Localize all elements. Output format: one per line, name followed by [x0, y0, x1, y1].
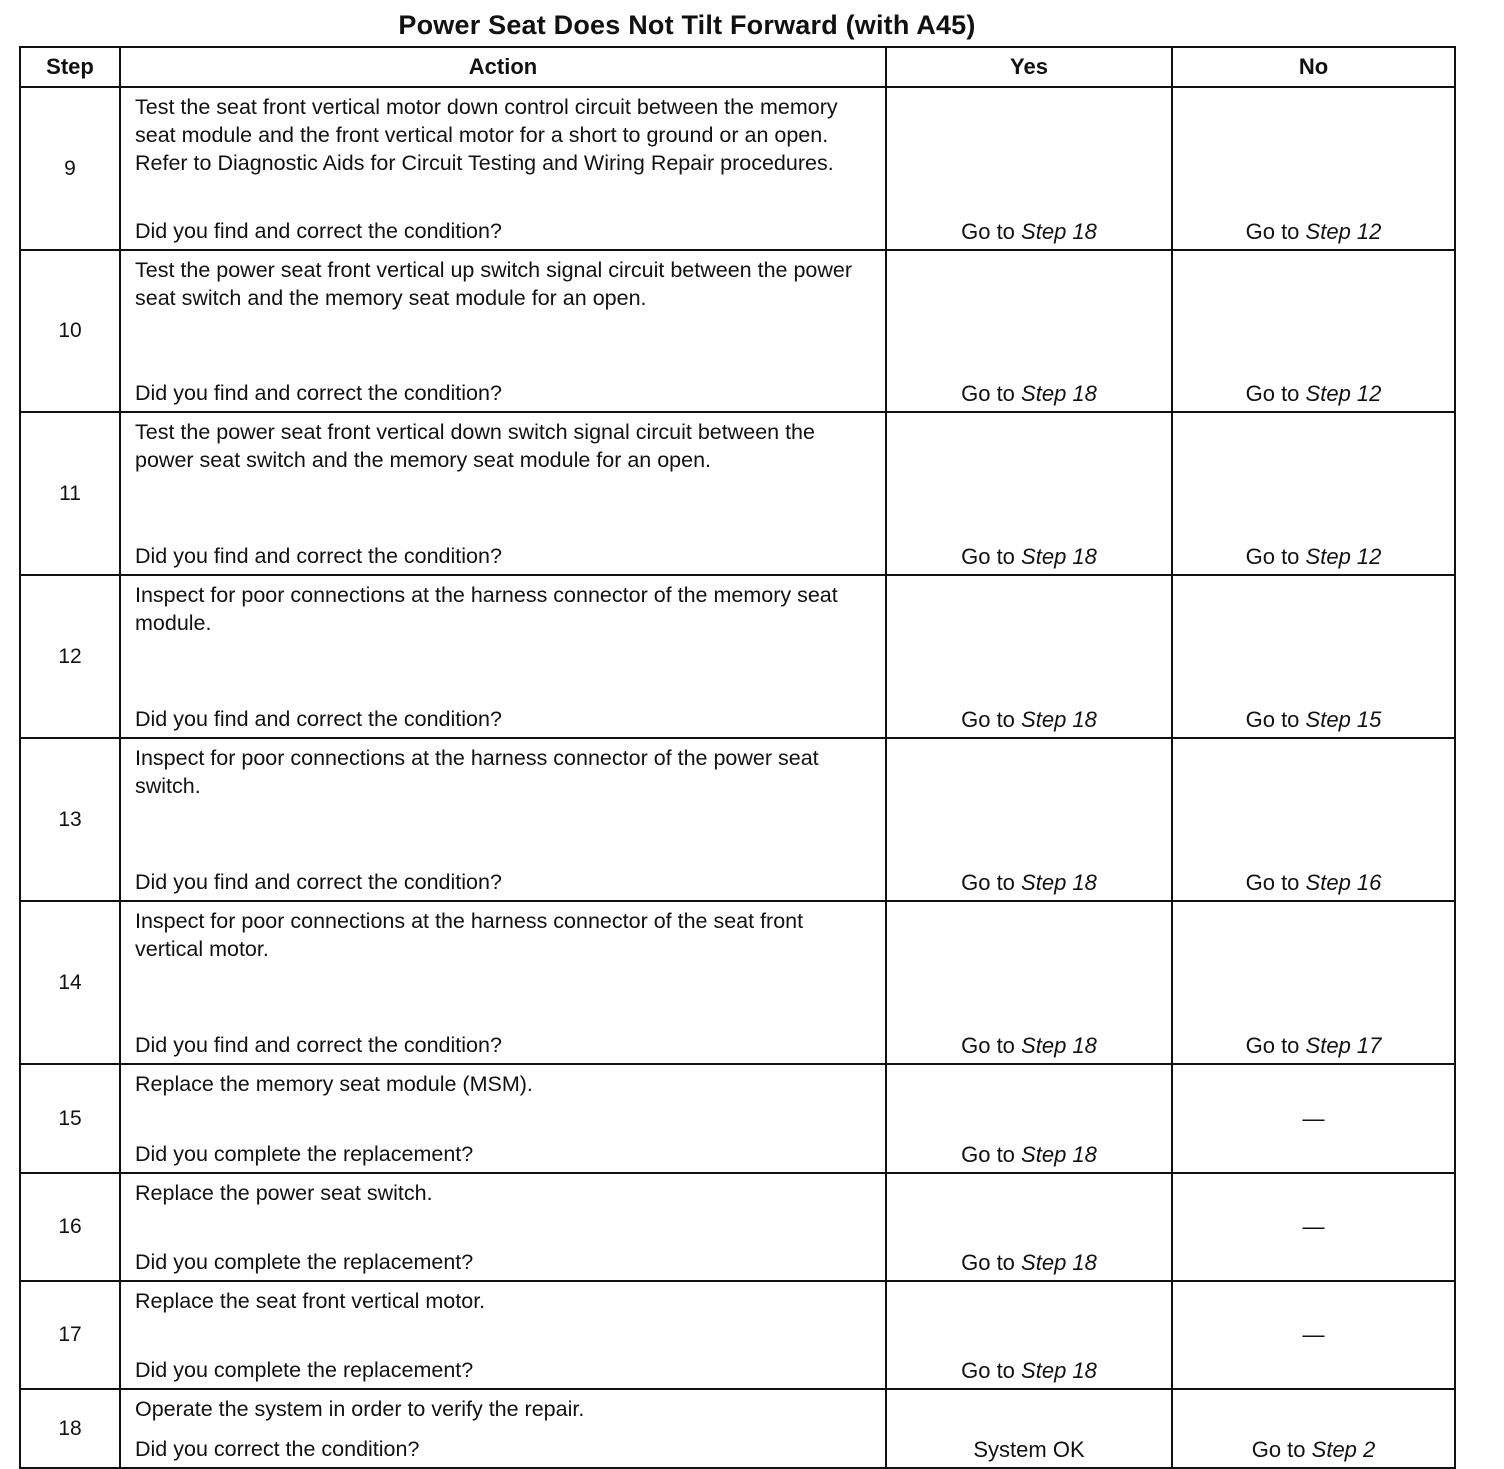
- no-goto-step-link[interactable]: Step 12: [1305, 544, 1382, 569]
- no-goto-step-link[interactable]: Step 12: [1305, 381, 1382, 406]
- no-result: [1172, 250, 1455, 412]
- action-cell: [120, 901, 886, 1064]
- action-cell: [120, 1281, 886, 1389]
- action-question: Did you find and correct the condition?: [135, 381, 502, 405]
- no-result-text: —: [1302, 1105, 1325, 1131]
- action-question: Did you find and correct the condition?: [135, 219, 502, 243]
- no-result-text: —: [1302, 1322, 1325, 1347]
- yes-goto-prefix: Go to: [961, 1142, 1015, 1167]
- table-row: [20, 1173, 1455, 1281]
- no-goto-prefix: Go to: [1245, 544, 1300, 569]
- yes-goto-step-link[interactable]: Step 18: [1021, 707, 1097, 732]
- action-question: Did you find and correct the condition?: [135, 870, 502, 894]
- yes-goto-prefix: Go to: [961, 381, 1015, 406]
- action-description: Test the power seat front vertical down switch signal circuit between the power seat switch and the memory seat module for an open.: [135, 420, 815, 472]
- no-goto-step-link[interactable]: Step 17: [1305, 1033, 1382, 1058]
- yes-goto-prefix: Go to: [961, 1358, 1015, 1383]
- yes-goto-step-link[interactable]: Step 18: [1021, 544, 1097, 569]
- action-description: Test the power seat front vertical up switch signal circuit between the power seat switch and the memory seat module for an open.: [135, 258, 853, 310]
- no-result: [1172, 1173, 1455, 1281]
- action-description: Operate the system in order to verify the repair.: [135, 1397, 585, 1421]
- yes-result: [886, 87, 1172, 250]
- table-row: [20, 901, 1455, 1064]
- step-number: 9: [20, 87, 120, 250]
- action-question: Did you complete the replacement?: [135, 1250, 474, 1274]
- action-description: Replace the memory seat module (MSM).: [135, 1072, 533, 1096]
- action-cell: [120, 575, 886, 738]
- yes-goto-step-link[interactable]: Step 18: [1021, 870, 1097, 895]
- action-description: Inspect for poor connections at the harness connector of the seat front vertical motor.: [135, 909, 804, 961]
- step-number: 11: [20, 412, 120, 575]
- yes-goto-prefix: Go to: [961, 870, 1015, 895]
- no-goto-prefix: Go to: [1245, 1033, 1300, 1058]
- table-row: [20, 87, 1455, 250]
- step-number: 16: [20, 1173, 120, 1281]
- no-goto-prefix: Go to: [1251, 1437, 1306, 1462]
- table-row: [20, 250, 1455, 412]
- no-result-text: —: [1302, 1214, 1325, 1239]
- step-number: 14: [20, 901, 120, 1064]
- no-result: [1172, 901, 1455, 1064]
- page-title: Power Seat Does Not Tilt Forward (with A45): [398, 10, 976, 40]
- yes-goto-step-link[interactable]: Step 18: [1021, 1142, 1097, 1167]
- header-no: No: [1172, 47, 1455, 87]
- table-body: [20, 87, 1455, 1468]
- header-yes: Yes: [886, 47, 1172, 87]
- yes-result: [886, 1064, 1172, 1173]
- action-description: Inspect for poor connections at the harness connector of the memory seat module.: [135, 583, 838, 635]
- table-row: [20, 1389, 1455, 1468]
- no-result: [1172, 575, 1455, 738]
- header-step: Step: [20, 47, 120, 87]
- no-goto-step-link[interactable]: Step 15: [1305, 707, 1382, 732]
- no-result: [1172, 412, 1455, 575]
- no-goto-prefix: Go to: [1245, 381, 1300, 406]
- yes-goto-prefix: Go to: [961, 544, 1015, 569]
- yes-goto-prefix: Go to: [961, 1250, 1015, 1275]
- no-result: [1172, 1064, 1455, 1173]
- action-description: Replace the power seat switch.: [135, 1181, 433, 1205]
- no-goto-step-link[interactable]: Step 2: [1311, 1437, 1376, 1462]
- yes-goto-prefix: Go to: [961, 219, 1015, 244]
- action-cell: [120, 1173, 886, 1281]
- action-question: Did you complete the replacement?: [135, 1358, 474, 1382]
- yes-result: [886, 1281, 1172, 1389]
- yes-result-text: System OK: [973, 1437, 1085, 1462]
- header-action: Action: [120, 47, 886, 87]
- action-cell: [120, 250, 886, 412]
- action-question: Did you complete the replacement?: [135, 1142, 474, 1166]
- yes-result: [886, 575, 1172, 738]
- yes-result: [886, 1389, 1172, 1468]
- table-row: [20, 575, 1455, 738]
- yes-goto-step-link[interactable]: Step 18: [1021, 381, 1097, 406]
- table-row: [20, 1064, 1455, 1173]
- no-goto-prefix: Go to: [1245, 707, 1300, 732]
- table-row: [20, 1281, 1455, 1389]
- yes-goto-step-link[interactable]: Step 18: [1021, 219, 1097, 244]
- yes-goto-step-link[interactable]: Step 18: [1021, 1033, 1097, 1058]
- no-goto-prefix: Go to: [1245, 219, 1300, 244]
- action-cell: [120, 1064, 886, 1173]
- action-question: Did you find and correct the condition?: [135, 707, 502, 731]
- yes-result: [886, 1173, 1172, 1281]
- action-description: Replace the seat front vertical motor.: [135, 1289, 486, 1313]
- yes-result: [886, 412, 1172, 575]
- action-description: Inspect for poor connections at the harness connector of the power seat switch.: [135, 746, 819, 798]
- action-question: Did you find and correct the condition?: [135, 544, 502, 568]
- action-question: Did you correct the condition?: [135, 1437, 420, 1461]
- no-goto-step-link[interactable]: Step 16: [1305, 870, 1382, 895]
- step-number: 13: [20, 738, 120, 901]
- action-description: Test the seat front vertical motor down control circuit between the memory seat module and the front vertical motor for a short to ground or an open. Refer to Diagnostic Aids for Circuit Testing and Wiring Repair procedures.: [135, 95, 838, 175]
- yes-goto-prefix: Go to: [961, 1033, 1015, 1058]
- diagnostic-table: [19, 46, 1456, 1469]
- step-number: 18: [20, 1389, 120, 1468]
- yes-goto-step-link[interactable]: Step 18: [1021, 1358, 1097, 1383]
- no-result: [1172, 87, 1455, 250]
- yes-result: [886, 250, 1172, 412]
- no-result: [1172, 1389, 1455, 1468]
- step-number: 17: [20, 1281, 120, 1389]
- no-goto-prefix: Go to: [1245, 870, 1300, 895]
- yes-result: [886, 738, 1172, 901]
- table-header-row: [20, 47, 1455, 87]
- yes-goto-prefix: Go to: [961, 707, 1015, 732]
- step-number: 10: [20, 250, 120, 412]
- action-question: Did you find and correct the condition?: [135, 1033, 502, 1057]
- action-cell: [120, 1389, 886, 1468]
- yes-result: [886, 901, 1172, 1064]
- action-cell: [120, 412, 886, 575]
- no-result: [1172, 738, 1455, 901]
- yes-goto-step-link[interactable]: Step 18: [1021, 1250, 1097, 1275]
- no-result: [1172, 1281, 1455, 1389]
- action-cell: [120, 738, 886, 901]
- table-row: [20, 412, 1455, 575]
- no-goto-step-link[interactable]: Step 12: [1305, 219, 1382, 244]
- step-number: 15: [20, 1064, 120, 1173]
- action-cell: [120, 87, 886, 250]
- table-row: [20, 738, 1455, 901]
- step-number: 12: [20, 575, 120, 738]
